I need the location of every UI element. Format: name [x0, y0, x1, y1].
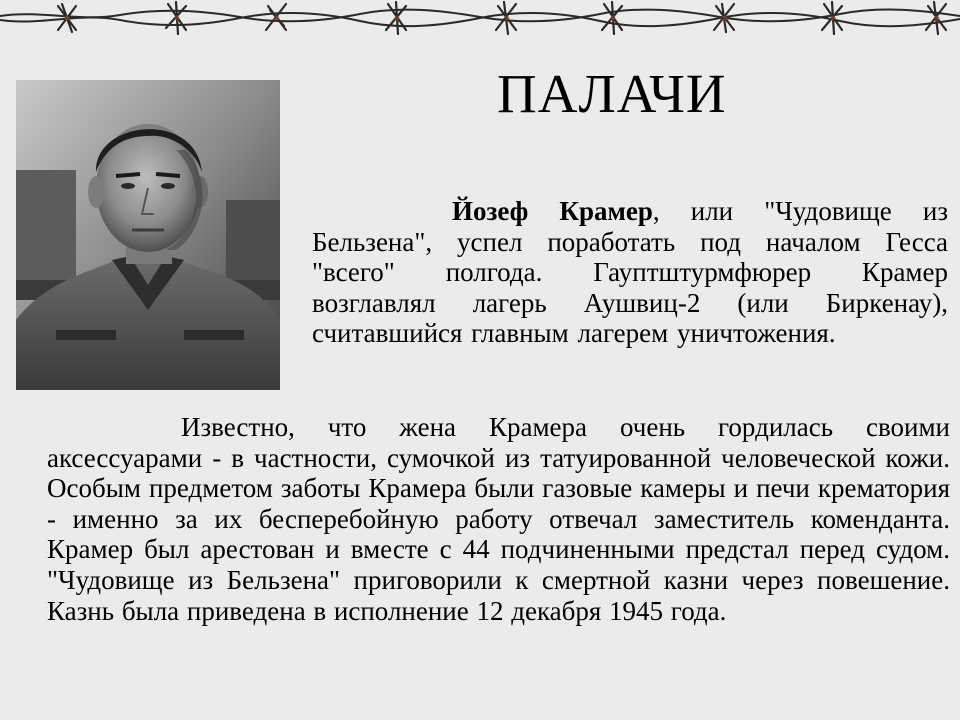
body-paragraph: Известно, что жена Крамера очень гордилась своими аксессуарами - в частности, сумочкой из татуированной человеческой кожи. Особым предметом заботы Крамера были газовые камеры и печи крематория - именно за их бесперебойную работу отвечал заместитель коменданта. Крамер был арестован и вместе с 44 подчиненными предстал перед судом. "Чудовище из Бельзена" приговорили к смертной казни через повешение. Казнь была приведена в исполнение 12 декабря 1945 года.: [47, 412, 950, 626]
intro-text: , или "Чудовище из Бельзена", успел поработать под началом Гесса "всего" полгода. Гауптштурмфюрер Крамер возглавлял лагерь Аушвиц-2 (или Биркенау), считавшийся главным лагерем уничтожения.: [312, 196, 948, 348]
page-title: ПАЛАЧИ: [497, 63, 727, 124]
intro-paragraph: [312, 196, 948, 349]
barbed-wire-icon: [0, 0, 960, 40]
person-name: Йозеф Крамер: [452, 196, 653, 226]
portrait-photo: [16, 80, 280, 390]
